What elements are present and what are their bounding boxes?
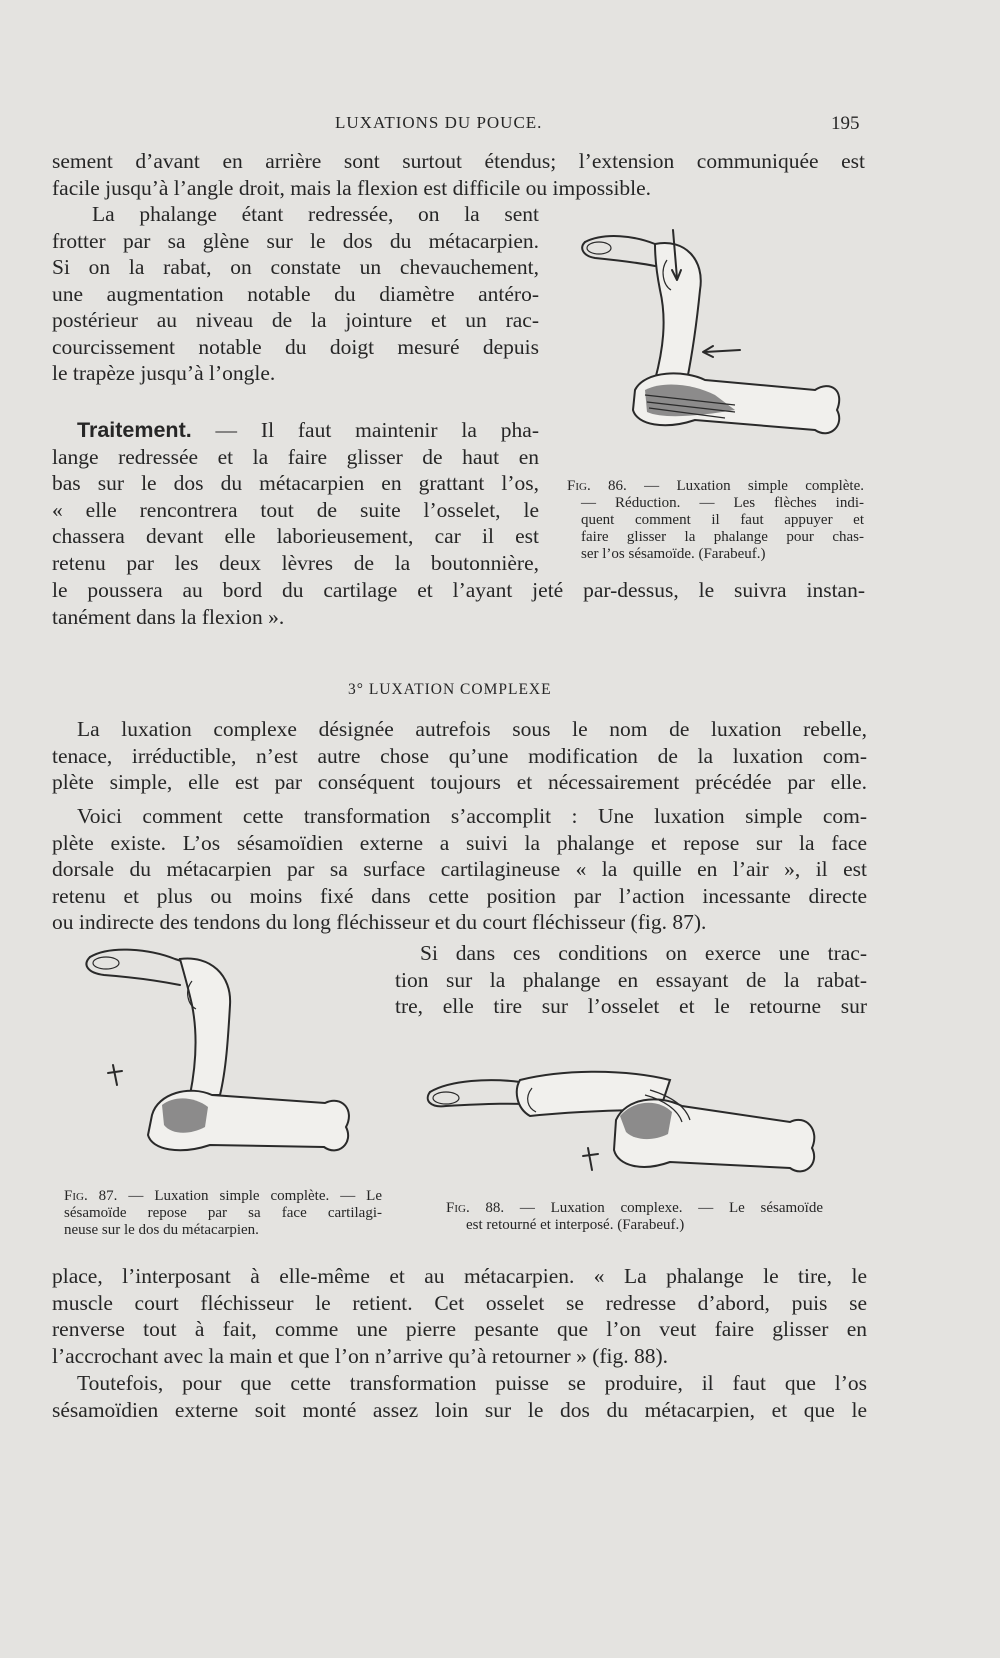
text-line: retenu et plus ou moins fixé dans cette position par l’action incessante directe bbox=[52, 883, 867, 908]
text-line: muscle court fléchisseur le retient. Cet osselet se redresse d’abord, puis se bbox=[52, 1290, 867, 1315]
text-line: plète existe. L’os sésamoïdien externe a suivi la phalange et repose sur la face bbox=[52, 830, 867, 855]
text-line: tre, elle tire sur l’osselet et le retourne sur bbox=[395, 994, 867, 1018]
caption-line: sésamoïde repose par sa face cartilagi- bbox=[64, 1205, 382, 1221]
text-line: plète simple, elle est par conséquent toujours et nécessairement précédée par elle. bbox=[52, 770, 867, 794]
text-line: sésamoïdien externe soit monté assez loin sur le dos du métacarpien, et que le bbox=[52, 1397, 867, 1422]
text-line: tanément dans la flexion ». bbox=[52, 604, 285, 629]
figure-label: Fig. 87. bbox=[64, 1188, 118, 1204]
paragraph-luxation-complexe bbox=[52, 716, 867, 796]
text-line: « elle rencontrera tout de suite l’osselet, le bbox=[52, 497, 539, 522]
figure-88-illustration bbox=[420, 1050, 840, 1200]
text-line: Traitement. — Il faut maintenir la pha- bbox=[77, 418, 539, 442]
caption-fig-87 bbox=[64, 1188, 382, 1239]
paragraph-phalange bbox=[52, 201, 539, 387]
text-line: le trapèze jusqu’à l’ongle. bbox=[52, 361, 276, 385]
caption-fig-88 bbox=[446, 1200, 823, 1234]
text-line: retenu par les deux lèvres de la boutonnière, bbox=[52, 550, 539, 575]
caption-line: Fig. 88. — Luxation complexe. — Le sésamoïde bbox=[446, 1200, 823, 1216]
paragraph-transformation bbox=[52, 803, 867, 936]
running-title: LUXATIONS DU POUCE. bbox=[335, 113, 543, 132]
text-line: renverse tout à fait, comme une pierre pesante que l’on veut faire glisser en bbox=[52, 1317, 867, 1341]
text-line: La luxation complexe désignée autrefois sous le nom de luxation rebelle, bbox=[77, 717, 867, 741]
paragraph-traction bbox=[395, 940, 867, 1020]
paragraph-interposant bbox=[52, 1263, 867, 1369]
page-number: 195 bbox=[831, 113, 860, 134]
paragraph-toutefois bbox=[52, 1370, 867, 1423]
figure-label: Fig. 86. bbox=[567, 478, 627, 494]
text-line: postérieur au niveau de la jointure et un rac- bbox=[52, 308, 539, 332]
text-line: Voici comment cette transformation s’accomplit : Une luxation simple com- bbox=[77, 804, 867, 828]
text-line: le poussera au bord du cartilage et l’ayant jeté par-dessus, le suivra instan- bbox=[52, 578, 865, 602]
text-line: Toutefois, pour que cette transformation puisse se produire, il faut que l’os bbox=[77, 1371, 867, 1395]
figure-86-illustration bbox=[575, 230, 870, 470]
caption-line: Fig. 87. — Luxation simple complète. — Le bbox=[64, 1188, 383, 1204]
text-line: frotter par sa glène sur le dos du métacarpien. bbox=[52, 228, 539, 253]
section-label-traitement: Traitement. bbox=[77, 418, 192, 442]
text-line: La phalange étant redressée, on la sent bbox=[92, 202, 539, 226]
caption-line: quent comment il faut appuyer et bbox=[581, 512, 864, 528]
caption-line: — Réduction. — Les flèches indi- bbox=[581, 495, 864, 511]
paragraph-traitement bbox=[52, 417, 539, 576]
figure-label: Fig. 88. bbox=[446, 1200, 505, 1216]
text-line: sement d’avant en arrière sont surtout étendus; l’extension communiquée est bbox=[52, 149, 865, 173]
section-number: 3° bbox=[348, 681, 364, 698]
section-heading bbox=[348, 681, 552, 699]
text-line: Si on la rabat, on constate un chevauchement, bbox=[52, 255, 539, 279]
text-line: tion sur la phalange en essayant de la rabat- bbox=[395, 967, 867, 992]
caption-line: est retourné et interposé. (Farabeuf.) bbox=[466, 1217, 685, 1233]
paragraph-continuation bbox=[52, 148, 865, 201]
text-line: ou indirecte des tendons du long fléchisseur et du court fléchisseur (fig. 87). bbox=[52, 910, 707, 934]
caption-line: faire glisser la phalange pour chas- bbox=[581, 529, 864, 545]
text-line: dorsale du métacarpien par sa surface cartilagineuse « la quille en l’air », il est bbox=[52, 857, 867, 881]
caption-fig-86 bbox=[567, 478, 864, 563]
section-title: LUXATION COMPLEXE bbox=[368, 681, 552, 698]
text-line: Si dans ces conditions on exerce une trac- bbox=[420, 941, 867, 965]
text-line: bas sur le dos du métacarpien en grattant l’os, bbox=[52, 471, 539, 495]
text-line: facile jusqu’à l’angle droit, mais la flexion est difficile ou impossible. bbox=[52, 175, 652, 200]
text-line: tenace, irréductible, n’est autre chose qu’une modification de la luxation com- bbox=[52, 743, 867, 768]
figure-87-illustration bbox=[80, 945, 360, 1175]
text-line: chassera devant elle laborieusement, car il est bbox=[52, 524, 539, 548]
caption-line: ser l’os sésamoïde. (Farabeuf.) bbox=[581, 546, 766, 562]
caption-line: Fig. 86. — Luxation simple complète. bbox=[567, 478, 864, 494]
text-line: courcissement notable du doigt mesuré depuis bbox=[52, 334, 539, 359]
text-line: l’accrochant avec la main et que l’on n’arrive qu’à retourner » (fig. 88). bbox=[52, 1343, 669, 1368]
text-line: lange redressée et la faire glisser de haut en bbox=[52, 444, 539, 469]
paragraph-traitement-end bbox=[52, 577, 865, 630]
text-line: place, l’interposant à elle-même et au métacarpien. « La phalange le tire, le bbox=[52, 1264, 867, 1288]
caption-line: neuse sur le dos du métacarpien. bbox=[64, 1222, 259, 1238]
text-line: une augmentation notable du diamètre antéro- bbox=[52, 281, 539, 306]
